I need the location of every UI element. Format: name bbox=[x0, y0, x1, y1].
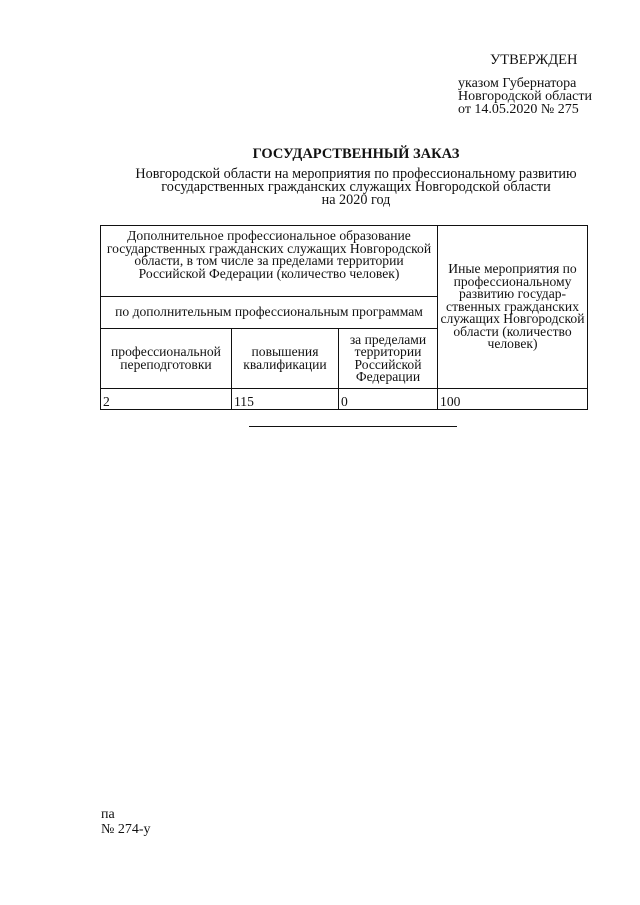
header-additional-education: Дополнительное профессиональное образование государственных гражданских служащих Новгородской области, в том числе за пределами территории Российской Федерации (количество человек) bbox=[101, 226, 438, 297]
header-abroad: за пределами территории Российской Федерации bbox=[339, 329, 438, 389]
value-abroad: 0 bbox=[339, 389, 438, 410]
subtitle-line-3: на 2020 год bbox=[321, 192, 391, 208]
separator-line bbox=[249, 426, 457, 427]
state-order-table bbox=[100, 225, 588, 410]
header-programs: по дополнительным профессиональным программам bbox=[101, 297, 438, 329]
approval-line-2: Новгородской области bbox=[458, 89, 592, 104]
header-retraining: профессиональной переподготовки bbox=[101, 329, 232, 389]
approval-stamp: УТВЕРЖДЕН bbox=[490, 52, 578, 68]
document-title: ГОСУДАРСТВЕННЫЙ ЗАКАЗ bbox=[252, 146, 460, 162]
footer-line-2: № 274-у bbox=[101, 821, 151, 837]
approval-block bbox=[458, 54, 628, 116]
value-retraining: 2 bbox=[101, 389, 232, 410]
value-other: 100 bbox=[438, 389, 588, 410]
approval-line-3: от 14.05.2020 № 275 bbox=[458, 102, 579, 117]
approval-line-1: указом Губернатора bbox=[458, 76, 577, 91]
header-other-activities: Иные мероприятия по профессиональному развитию государственных гражданских служащих Новгородской области (количество человек) bbox=[438, 226, 588, 389]
footer-note bbox=[101, 808, 151, 837]
subtitle-line-2: государственных гражданских служащих Новгородской области bbox=[161, 179, 551, 195]
document-subtitle bbox=[112, 168, 600, 207]
header-qualification: повышения квалификации bbox=[232, 329, 339, 389]
subtitle-line-1: Новгородской области на мероприятия по профессиональному развитию bbox=[135, 166, 577, 182]
value-qualification: 115 bbox=[232, 389, 339, 410]
footer-line-1: па bbox=[101, 807, 115, 822]
